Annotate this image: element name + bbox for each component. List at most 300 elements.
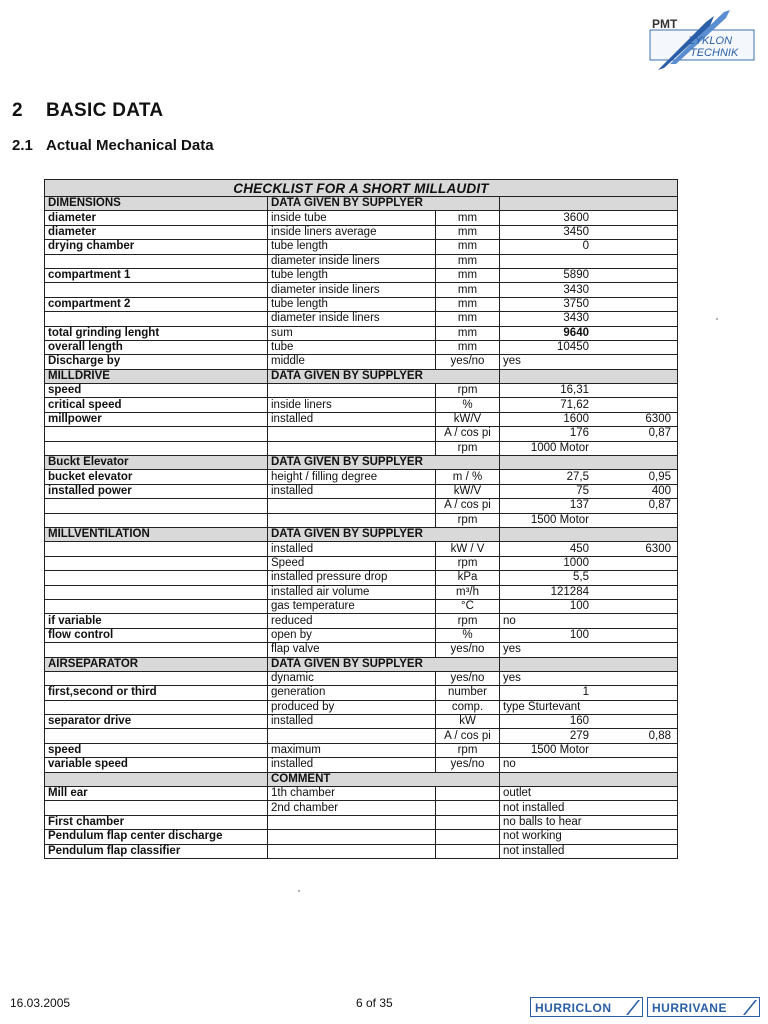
row-label: speed xyxy=(45,743,268,757)
value-cell xyxy=(500,326,678,340)
table-row xyxy=(45,614,678,628)
table-row xyxy=(45,599,678,613)
row-unit: yes/no xyxy=(436,758,500,772)
value-primary: 16,31 xyxy=(560,384,589,397)
table-row xyxy=(45,240,678,254)
value-secondary xyxy=(593,240,674,253)
section-header-row xyxy=(45,772,678,786)
row-label: diameter xyxy=(45,225,268,239)
table-row xyxy=(45,542,678,556)
row-label xyxy=(45,729,268,743)
row-label xyxy=(45,801,268,815)
row-label xyxy=(45,700,268,714)
row-unit xyxy=(436,815,500,829)
value-primary: 1500 Motor xyxy=(530,513,589,526)
svg-text:ZYKLON: ZYKLON xyxy=(688,35,733,47)
checklist-table xyxy=(44,179,678,859)
value-cell xyxy=(500,513,678,527)
table-row xyxy=(45,340,678,354)
row-unit: rpm xyxy=(436,513,500,527)
value-primary: 3600 xyxy=(563,211,589,224)
value-cell xyxy=(500,743,678,757)
value-secondary: 0,88 xyxy=(648,729,671,742)
row-description: 2nd chamber xyxy=(268,801,436,815)
value-primary: 121284 xyxy=(550,585,589,598)
row-label: variable speed xyxy=(45,758,268,772)
value-primary: 5890 xyxy=(563,269,589,282)
value-text: outlet xyxy=(500,787,678,801)
row-description xyxy=(268,441,436,455)
table-row xyxy=(45,268,678,282)
table-row xyxy=(45,254,678,268)
row-description: diameter inside liners xyxy=(268,283,436,297)
footer-date: 16.03.2005 xyxy=(10,996,71,1010)
row-label xyxy=(45,643,268,657)
row-unit: mm xyxy=(436,211,500,225)
row-unit: yes/no xyxy=(436,355,500,369)
row-description xyxy=(268,499,436,513)
row-unit: rpm xyxy=(436,556,500,570)
row-unit xyxy=(436,844,500,858)
section-label: MILLDRIVE xyxy=(45,369,268,383)
pmt-zyklon-technik-logo xyxy=(640,8,758,74)
table-title-row xyxy=(45,180,678,197)
section-header-row xyxy=(45,197,678,211)
value-secondary xyxy=(593,744,674,757)
row-unit: mm xyxy=(436,268,500,282)
row-description: diameter inside liners xyxy=(268,312,436,326)
table-row xyxy=(45,715,678,729)
row-description: generation xyxy=(268,686,436,700)
value-primary: 100 xyxy=(569,600,589,613)
section-header-row xyxy=(45,369,678,383)
row-unit: kW/V xyxy=(436,412,500,426)
row-unit: m³/h xyxy=(436,585,500,599)
row-unit: kW xyxy=(436,715,500,729)
row-description: Speed xyxy=(268,556,436,570)
table-row xyxy=(45,556,678,570)
value-secondary xyxy=(593,327,674,340)
value-cell xyxy=(500,398,678,412)
value-cell xyxy=(500,240,678,254)
row-description: installed xyxy=(268,758,436,772)
section-header-row xyxy=(45,657,678,671)
section-value-cell xyxy=(500,369,678,383)
value-text: not installed xyxy=(500,801,678,815)
table-row xyxy=(45,571,678,585)
section-value-cell xyxy=(500,456,678,470)
value-text: yes xyxy=(500,643,678,657)
table-row xyxy=(45,643,678,657)
value-text: yes xyxy=(500,671,678,685)
row-unit: rpm xyxy=(436,743,500,757)
svg-text:PMT: PMT xyxy=(652,17,678,31)
row-description: maximum xyxy=(268,743,436,757)
section-desc: DATA GIVEN BY SUPPLYER xyxy=(268,456,500,470)
table-row xyxy=(45,801,678,815)
value-text: type Sturtevant xyxy=(500,700,678,714)
row-unit: mm xyxy=(436,225,500,239)
table-row xyxy=(45,787,678,801)
row-unit xyxy=(436,801,500,815)
table-row xyxy=(45,384,678,398)
row-label xyxy=(45,513,268,527)
value-cell xyxy=(500,686,678,700)
row-unit: A / cos pi xyxy=(436,499,500,513)
value-text: not working xyxy=(500,830,678,844)
row-label: if variable xyxy=(45,614,268,628)
table-row xyxy=(45,671,678,685)
row-label: flow control xyxy=(45,628,268,642)
scan-speck xyxy=(716,318,718,320)
value-text: no balls to hear xyxy=(500,815,678,829)
row-description: tube length xyxy=(268,268,436,282)
table-row xyxy=(45,830,678,844)
row-label: speed xyxy=(45,384,268,398)
value-primary: 1 xyxy=(582,686,589,699)
value-cell xyxy=(500,384,678,398)
value-secondary xyxy=(593,442,674,455)
table-row xyxy=(45,484,678,498)
row-label: millpower xyxy=(45,412,268,426)
row-unit: % xyxy=(436,398,500,412)
value-primary: 1500 Motor xyxy=(530,744,589,757)
row-description: installed pressure drop xyxy=(268,571,436,585)
row-description: dynamic xyxy=(268,671,436,685)
table-row xyxy=(45,225,678,239)
row-unit xyxy=(436,830,500,844)
value-secondary xyxy=(593,399,674,412)
value-primary: 5,5 xyxy=(573,571,589,584)
table-row xyxy=(45,844,678,858)
value-secondary: 0,95 xyxy=(648,470,671,483)
section-desc: DATA GIVEN BY SUPPLYER xyxy=(268,197,500,211)
row-label xyxy=(45,556,268,570)
value-cell xyxy=(500,297,678,311)
subsection-number: 2.1 xyxy=(12,137,33,154)
section-desc: DATA GIVEN BY SUPPLYER xyxy=(268,527,500,541)
value-primary: 160 xyxy=(569,715,589,728)
row-unit: kW / V xyxy=(436,542,500,556)
value-secondary xyxy=(593,284,674,297)
section-number: 2 xyxy=(12,100,23,121)
row-unit: mm xyxy=(436,326,500,340)
row-label xyxy=(45,312,268,326)
page-number: 6 of 35 xyxy=(356,996,393,1010)
row-description: sum xyxy=(268,326,436,340)
row-label: Discharge by xyxy=(45,355,268,369)
value-cell xyxy=(500,585,678,599)
row-label: diameter xyxy=(45,211,268,225)
row-unit: rpm xyxy=(436,614,500,628)
value-cell xyxy=(500,542,678,556)
table-row xyxy=(45,412,678,426)
value-text: not installed xyxy=(500,844,678,858)
value-secondary: 0,87 xyxy=(648,499,671,512)
row-label: critical speed xyxy=(45,398,268,412)
svg-text:HURRIVANE: HURRIVANE xyxy=(652,1001,727,1015)
row-description xyxy=(268,729,436,743)
row-label: separator drive xyxy=(45,715,268,729)
value-secondary: 6300 xyxy=(645,413,671,426)
row-description: installed xyxy=(268,715,436,729)
row-label xyxy=(45,671,268,685)
scan-speck xyxy=(298,890,300,892)
row-label: Mill ear xyxy=(45,787,268,801)
row-label: drying chamber xyxy=(45,240,268,254)
row-label: first,second or third xyxy=(45,686,268,700)
table-row xyxy=(45,441,678,455)
table-row xyxy=(45,283,678,297)
row-description xyxy=(268,513,436,527)
row-unit: number xyxy=(436,686,500,700)
row-unit: yes/no xyxy=(436,643,500,657)
value-secondary xyxy=(593,600,674,613)
table-row xyxy=(45,398,678,412)
section-label xyxy=(45,772,268,786)
section-header-row xyxy=(45,456,678,470)
row-description: inside tube xyxy=(268,211,436,225)
value-primary: 3450 xyxy=(563,225,589,238)
row-description: installed xyxy=(268,412,436,426)
value-primary: 100 xyxy=(569,628,589,641)
value-secondary: 6300 xyxy=(645,542,671,555)
value-cell xyxy=(500,599,678,613)
row-label: bucket elevator xyxy=(45,470,268,484)
row-unit: mm xyxy=(436,297,500,311)
row-description xyxy=(268,830,436,844)
value-primary: 0 xyxy=(582,240,589,253)
table-row xyxy=(45,585,678,599)
value-cell xyxy=(500,254,678,268)
row-description: inside liners average xyxy=(268,225,436,239)
section-desc: DATA GIVEN BY SUPPLYER xyxy=(268,657,500,671)
row-description: produced by xyxy=(268,700,436,714)
table-row xyxy=(45,499,678,513)
row-label xyxy=(45,542,268,556)
row-label: Pendulum flap center discharge xyxy=(45,830,268,844)
table-row xyxy=(45,427,678,441)
value-secondary: 400 xyxy=(651,485,671,497)
subsection-title: Actual Mechanical Data xyxy=(46,137,214,154)
value-secondary xyxy=(593,571,674,584)
value-secondary xyxy=(593,226,674,239)
section-label: Buckt Elevator xyxy=(45,456,268,470)
row-description: inside liners xyxy=(268,398,436,412)
row-unit: comp. xyxy=(436,700,500,714)
section-label: AIRSEPARATOR xyxy=(45,657,268,671)
row-label: total grinding lenght xyxy=(45,326,268,340)
section-value-cell xyxy=(500,197,678,211)
value-primary: 450 xyxy=(569,542,589,555)
row-description xyxy=(268,427,436,441)
row-label xyxy=(45,571,268,585)
table-row xyxy=(45,686,678,700)
value-primary: 1600 xyxy=(563,413,589,426)
value-cell xyxy=(500,484,678,498)
table-row xyxy=(45,513,678,527)
value-cell xyxy=(500,571,678,585)
row-description xyxy=(268,815,436,829)
value-cell xyxy=(500,283,678,297)
value-primary: 3430 xyxy=(563,312,589,325)
value-cell xyxy=(500,729,678,743)
row-label xyxy=(45,254,268,268)
value-text: no xyxy=(500,614,678,628)
section-label: MILLVENTILATION xyxy=(45,527,268,541)
row-unit: mm xyxy=(436,283,500,297)
value-secondary xyxy=(593,715,674,728)
table-row xyxy=(45,355,678,369)
row-unit: mm xyxy=(436,312,500,326)
value-cell xyxy=(500,715,678,729)
row-description: 1th chamber xyxy=(268,787,436,801)
value-secondary xyxy=(593,629,674,642)
row-label xyxy=(45,283,268,297)
section-value-cell xyxy=(500,527,678,541)
section-value-cell xyxy=(500,657,678,671)
row-label: compartment 2 xyxy=(45,297,268,311)
row-unit: rpm xyxy=(436,441,500,455)
row-unit: mm xyxy=(436,240,500,254)
section-heading xyxy=(12,100,163,122)
table-row xyxy=(45,729,678,743)
row-unit: °C xyxy=(436,599,500,613)
table-row xyxy=(45,297,678,311)
row-unit: m / % xyxy=(436,470,500,484)
section-title: BASIC DATA xyxy=(46,100,164,121)
value-primary: 75 xyxy=(576,485,589,497)
value-secondary xyxy=(593,312,674,325)
value-text: yes xyxy=(500,355,678,369)
row-description: tube length xyxy=(268,240,436,254)
value-primary: 137 xyxy=(569,499,589,512)
table-row xyxy=(45,815,678,829)
value-cell xyxy=(500,340,678,354)
value-cell xyxy=(500,225,678,239)
row-unit: mm xyxy=(436,254,500,268)
row-unit: kW/V xyxy=(436,484,500,498)
section-desc: DATA GIVEN BY SUPPLYER xyxy=(268,369,500,383)
row-description xyxy=(268,384,436,398)
table-row xyxy=(45,628,678,642)
row-description: flap valve xyxy=(268,643,436,657)
row-description: diameter inside liners xyxy=(268,254,436,268)
table-row xyxy=(45,470,678,484)
row-description: gas temperature xyxy=(268,599,436,613)
svg-text:HURRICLON: HURRICLON xyxy=(535,1001,612,1015)
table-row xyxy=(45,758,678,772)
row-label: compartment 1 xyxy=(45,268,268,282)
row-description xyxy=(268,844,436,858)
section-header-row xyxy=(45,527,678,541)
value-primary: 176 xyxy=(569,427,589,440)
value-secondary xyxy=(593,298,674,311)
row-label xyxy=(45,585,268,599)
value-primary: 1000 Motor xyxy=(530,441,589,454)
value-primary: 10450 xyxy=(557,341,589,354)
value-secondary xyxy=(593,341,674,354)
value-cell xyxy=(500,441,678,455)
row-description: middle xyxy=(268,355,436,369)
table-row xyxy=(45,700,678,714)
row-label xyxy=(45,499,268,513)
row-unit: mm xyxy=(436,340,500,354)
row-label: installed power xyxy=(45,484,268,498)
value-cell xyxy=(500,499,678,513)
row-unit: % xyxy=(436,628,500,642)
svg-text:TECHNIK: TECHNIK xyxy=(690,47,739,59)
row-label: Pendulum flap classifier xyxy=(45,844,268,858)
row-label xyxy=(45,599,268,613)
row-description: tube xyxy=(268,340,436,354)
row-label: overall length xyxy=(45,340,268,354)
value-cell xyxy=(500,628,678,642)
value-cell xyxy=(500,556,678,570)
section-desc: COMMENT xyxy=(268,772,500,786)
row-description: tube length xyxy=(268,297,436,311)
row-label xyxy=(45,427,268,441)
row-description: installed xyxy=(268,484,436,498)
section-label: DIMENSIONS xyxy=(45,197,268,211)
value-primary: 27,5 xyxy=(566,470,589,483)
value-secondary xyxy=(593,557,674,570)
value-text: no xyxy=(500,758,678,772)
value-secondary xyxy=(593,212,674,225)
row-unit: A / cos pi xyxy=(436,427,500,441)
row-description: open by xyxy=(268,628,436,642)
hurriclon-hurrivane-logo xyxy=(530,996,762,1018)
table-title: CHECKLIST FOR A SHORT MILLAUDIT xyxy=(45,180,678,197)
row-unit: rpm xyxy=(436,384,500,398)
table-row xyxy=(45,326,678,340)
table-row xyxy=(45,312,678,326)
table-row xyxy=(45,743,678,757)
value-cell xyxy=(500,211,678,225)
value-primary: 3430 xyxy=(563,283,589,296)
value-primary: 3750 xyxy=(563,297,589,310)
value-cell xyxy=(500,312,678,326)
value-primary: 1000 xyxy=(563,556,589,569)
row-unit: A / cos pi xyxy=(436,729,500,743)
table-row xyxy=(45,211,678,225)
section-value-cell xyxy=(500,772,678,786)
value-secondary xyxy=(593,586,674,599)
value-primary: 279 xyxy=(569,729,589,742)
value-cell xyxy=(500,470,678,484)
value-cell xyxy=(500,427,678,441)
value-secondary xyxy=(593,514,674,527)
row-description: height / filling degree xyxy=(268,470,436,484)
value-secondary xyxy=(593,686,674,699)
row-description: installed air volume xyxy=(268,585,436,599)
value-cell xyxy=(500,412,678,426)
subsection-heading xyxy=(12,137,214,154)
row-unit: kPa xyxy=(436,571,500,585)
value-cell xyxy=(500,268,678,282)
row-unit: yes/no xyxy=(436,671,500,685)
value-secondary xyxy=(593,384,674,397)
row-unit xyxy=(436,787,500,801)
row-label: First chamber xyxy=(45,815,268,829)
value-secondary: 0,87 xyxy=(648,427,671,440)
value-secondary xyxy=(593,269,674,282)
value-primary: 71,62 xyxy=(560,398,589,411)
row-label xyxy=(45,441,268,455)
row-description: installed xyxy=(268,542,436,556)
row-description: reduced xyxy=(268,614,436,628)
value-primary: 9640 xyxy=(563,326,589,339)
